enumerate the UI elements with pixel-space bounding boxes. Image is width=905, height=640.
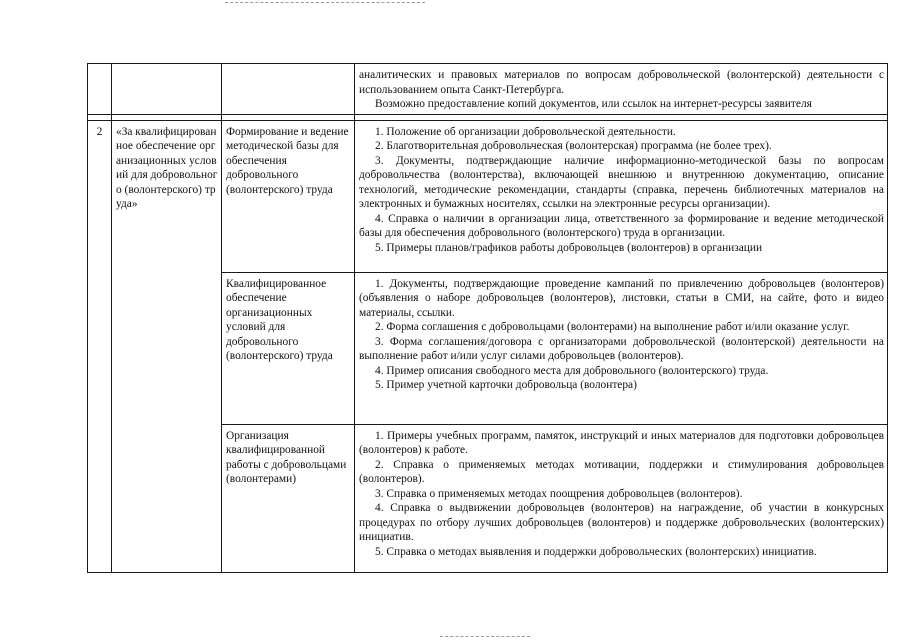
subcriterion-row-1 [88, 120, 888, 272]
criterion-name: «За квалифицированное обеспечение организационных условий для добровольного (волонтерского) труда» [112, 120, 222, 572]
continuation-note: Возможно предоставление копий документов, или ссылок на интернет-ресурсы заявителя [375, 98, 812, 110]
subcriterion-title: Квалифицированное обеспечение организационных условий для добровольного (волонтерского) труда [222, 272, 355, 424]
scan-artifact-top [225, 2, 425, 4]
continuation-docs [355, 64, 888, 115]
subcriterion-docs [355, 120, 888, 272]
doc-item: 1. Примеры учебных программ, памяток, инструкций и иных материалов для подготовки добровольцев (волонтеров) к работе. [359, 429, 884, 456]
doc-item: 2. Благотворительная добровольческая (волонтерская) программа (не более трех). [375, 140, 772, 152]
criteria-table [87, 63, 888, 573]
doc-item: 3. Форма соглашения/договора с организаторами добровольческой (волонтерской) деятельности на выполнение работ и/или услуг силами добровольцев (волонтеров). [359, 335, 884, 362]
doc-item: 4. Пример описания свободного места для добровольного (волонтерского) труда. [375, 364, 769, 377]
doc-item: 5. Примеры планов/графиков работы добровольцев (волонтеров) в организации [375, 241, 763, 254]
subcriterion-docs [355, 272, 888, 424]
scan-artifact-bottom [440, 636, 530, 638]
doc-item: 3. Документы, подтверждающие наличие информационно-методической базы по вопросам добровольчества (волонтерства), включающей внешнюю и внутреннюю документацию, описание технологий, методические рекомендации, стандарты (справка, перечень библиотечных материалов на электронных и бумажных носителях, ссылки на электронные ресурсы организации). [359, 154, 884, 210]
doc-item: 5. Справка о методах выявления и поддержки добровольческих (волонтерских) инициатив. [375, 545, 817, 558]
criterion-number: 2 [88, 120, 112, 572]
doc-item: 4. Справка о выдвижении добровольцев (волонтеров) на награждение, об участии в конкурсных процедурах по отбору лучших добровольцев (волонтеров) и поддержке добровольческих (волонтерских) инициатив. [359, 502, 884, 543]
doc-item: 3. Справка о применяемых методах поощрения добровольцев (волонтеров). [375, 487, 743, 500]
subcriterion-docs [355, 424, 888, 572]
continuation-row [88, 64, 888, 115]
doc-item: 1. Документы, подтверждающие проведение кампаний по привлечению добровольцев (волонтеров) (объявления о наборе добровольцев (волонтеров), листовки, статьи в СМИ, на сайте, фото и видео материалы, ссылки. [359, 277, 884, 319]
subcriterion-title: Формирование и ведение методической базы для обеспечения добровольного (волонтерского) труда [222, 120, 355, 272]
continuation-text: аналитических и правовых материалов по вопросам добровольческой (волонтерской) деятельности с использованием опыта Санкт-Петербурга. [359, 69, 884, 96]
doc-item: 5. Пример учетной карточки добровольца (волонтера) [375, 379, 637, 391]
doc-item: 2. Справка о применяемых методах мотивации, поддержки и стимулирования добровольцев (волонтеров). [359, 458, 884, 485]
doc-item: 2. Форма соглашения с добровольцами (волонтерами) на выполнение работ и/или оказание услуг. [375, 321, 850, 333]
cell-empty-name [112, 64, 222, 115]
subcriterion-title: Организация квалифицированной работы с добровольцами (волонтерами) [222, 424, 355, 572]
doc-item: 4. Справка о наличии в организации лица, ответственного за формирование и ведение методической базы для обеспечения добровольного (волонтерского) труда в организации. [359, 212, 884, 239]
doc-item: 1. Положение об организации добровольческой деятельности. [375, 125, 676, 138]
cell-empty-num [88, 64, 112, 115]
cell-empty-type [222, 64, 355, 115]
